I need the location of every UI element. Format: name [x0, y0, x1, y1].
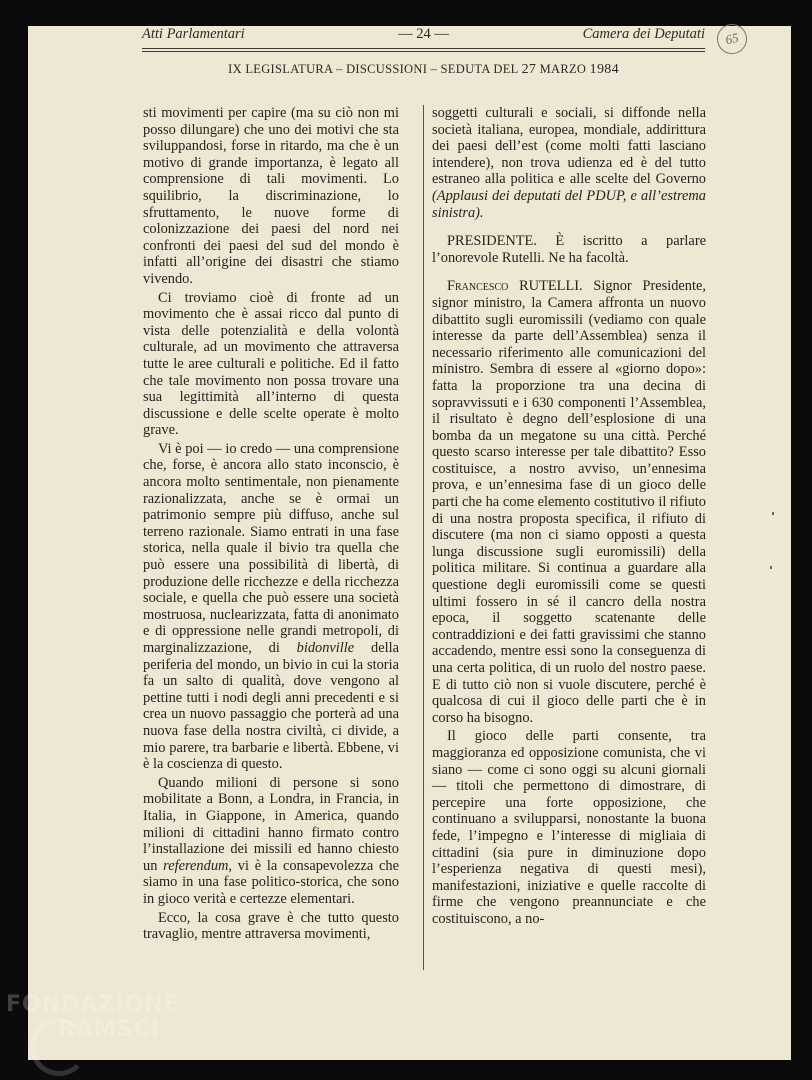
paragraph-text: Signor Presidente, signor ministro, la Camera affronta un nuovo dibattito sugli euromissili (vediamo con quale interesse da parte dell’Assemblea) senza il necessario riferimento alle comunicazioni del ministro. Sembra di essere al «giorno dopo»: fatta la proporzione tra una decina di sopravvissuti e i 630 componenti l’Assemblea, il risultato è degno dell’esplosione di una bomba da un megatone su una città. Perché questo scarso interesse per tale dibattito? Esso costituisce, a nostro avviso, un’ennesima prova, e un’ennesima fase di un gioco delle parti che ha come elemento costitutivo il rifiuto di una nostra proposta specifica, il rifiuto di discutere (ma non ci siamo opposti a questa lunga discussione sugli euromissili) della politica militare. Si continua a guardare alla questione degli euromissili come se questi ultimi fossero in sé il cancro della nostra epoca, il soggetto scatenante delle contraddizioni e dei fatti gravissimi che stanno accadendo, mentre essi sono la conseguenza di una certa politica, di un ruolo del nostro paese. E di tutto ciò non si vuole discutere, perché è qualcosa di cui il gioco delle parti che è in corso ha bisogno.	[432, 278, 706, 726]
session-prefix: IX LEGISLATURA – DISCUSSIONI – SEDUTA DEL	[228, 62, 522, 76]
paragraph: Ecco, la cosa grave è che tutto questo travaglio, mentre attraversa movimenti,	[143, 909, 399, 943]
watermark	[6, 992, 193, 1052]
paragraph: Il gioco delle parti consente, tra maggioranza ed opposizione comunista, che vi siano — come ci sono oggi su alcuni giornali — titoli che permettono di dimostrare, di percepire una forte opposizione, che continuano a svilupparsi, nonostante la buona fede, l’impegno e l’interesse di migliaia di cittadini (sia pure in diminuzione dopo l’esperienza negativa di questi mesi), manifestazioni, iniziative e quelle raccolte di firme che vengono preannunciate e che costituiscono, a no-	[432, 728, 706, 927]
page-number: — 24 —	[398, 26, 449, 42]
archive-stamp: 65	[714, 21, 750, 57]
paragraph-text: Vi è poi — io credo — una comprensione che, forse, è ancora allo stato inconscio, è ancora molto sentimentale, non pienamente razionalizzata, anche se è ormai un patrimonio sempre più diffuso, anche sul terreno razionale. Siamo entrati in una fase storica, nella quale il bivio tra quella che può essere una possibilità di libertà, di produzione delle ricchezze e della ricchezza sociale, e quella che può essere una società mostruosa, nuclearizzata, fatta di anonimato e di oppressione nelle grandi metropoli, di marginalizzazione, di	[143, 440, 399, 656]
header-right: Camera dei Deputati	[582, 26, 705, 42]
speaker-name: RUTELLI.	[508, 278, 594, 295]
paragraph	[432, 105, 706, 221]
speaker-first-name: Francesco	[447, 278, 509, 295]
paragraph: Ci troviamo cioè di fronte ad un movimento che è assai ricco dal punto di vista delle potenzialità e della volontà culturale, ad un movimento che attraversa tutte le aree culturali e politiche. Ed il fatto che tale movimento non possa trovare una sua legittimità all’interno di questa discussione e delle scelte operate è molto grave.	[143, 289, 399, 439]
header-left: Atti Parlamentari	[142, 26, 245, 42]
paragraph-text: soggetti culturali e sociali, si diffonde nella società italiana, europea, mondiale, addirittura dei paesi dell’est (come molti fatti lasciano intendere), non trova udienza ed è del tutto estraneo alla politica e alle scelte del Governo	[432, 105, 706, 188]
paragraph: sti movimenti per capire (ma su ciò non mi posso dilungare) che uno dei motivi che sta sviluppandosi, forse in ritardo, ma che è un motivo di grande importanza, è legato all comprensione di tali movimenti. Lo squilibrio, la discriminazione, lo sfruttamento, le nuove forme di colonizzazione dei paesi del nord nei confronti dei paesi del sud del mondo è infatti all’origine dei disastri che stiamo vivendo.	[143, 105, 399, 287]
session-year: 1984	[589, 62, 619, 77]
paragraph	[432, 278, 706, 726]
session-line	[142, 62, 705, 78]
paper-speck	[772, 512, 774, 515]
emphasis: bidonville	[296, 640, 355, 656]
header-rule-top	[142, 48, 705, 49]
applause-note: (Applausi dei deputati del PDUP, e all’estrema sinistra).	[432, 187, 706, 221]
watermark-line1: FONDAZIONE	[6, 992, 180, 1017]
paragraph-text: vi è la consapevolezza che siamo in una fase politico-storica, che sono in gioco verità e certezze elementari.	[143, 857, 399, 907]
paragraph	[143, 775, 399, 908]
watermark-line3: online	[166, 1042, 194, 1052]
paragraph	[143, 441, 399, 773]
watermark-line2: RAMSCI	[58, 1017, 161, 1042]
session-month: MARZO	[536, 62, 590, 76]
right-column	[432, 105, 706, 930]
emphasis: referendum,	[163, 857, 233, 874]
session-day: 27	[521, 62, 537, 77]
paragraph-text: della periferia del mondo, un bivio in cui la storia fa un salto di qualità, dove vengono al pettine tutti i nodi degli anni precedenti e si crea un nuovo passaggio che porterà ad una nuova fase della nostra civiltà, ci divide, a mio parere, tra barbarie e libertà. Ebbene, vi è la coscienza di questo.	[143, 640, 399, 773]
column-divider	[423, 105, 424, 970]
paragraph: PRESIDENTE. È iscritto a parlare l’onorevole Rutelli. Ne ha facoltà.	[432, 233, 706, 266]
paragraph-text: Quando milioni di persone si sono mobilitate a Bonn, a Londra, in Francia, in Italia, in Giappone, in America, quando milioni di cittadini hanno firmato contro l’installazione dei missili ed hanno chiesto un	[143, 774, 399, 874]
running-header	[142, 26, 705, 46]
header-rule-bottom	[142, 51, 705, 52]
left-column	[143, 105, 399, 945]
paper-speck	[770, 566, 772, 569]
